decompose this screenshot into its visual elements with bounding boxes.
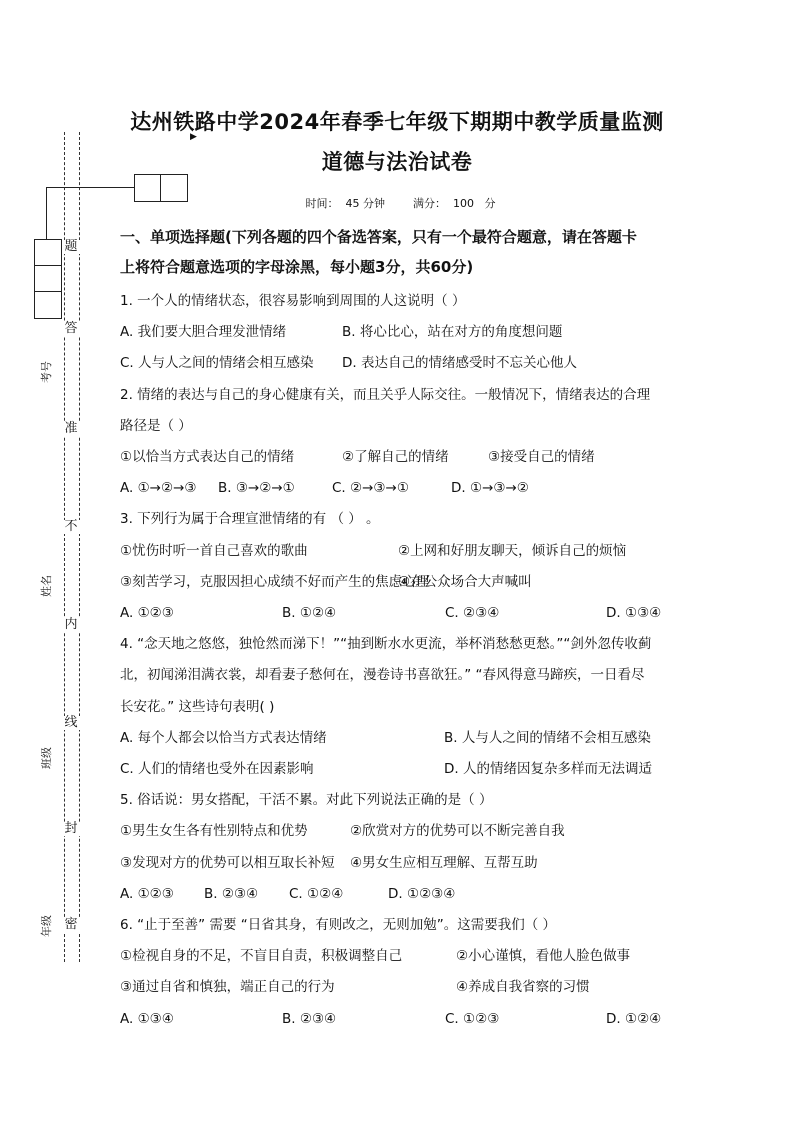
- answer-option: C. ②→③→①: [332, 480, 409, 497]
- answer-option: D. ①③④: [606, 605, 662, 621]
- statement-item: ④男女生应相互理解、互帮互助: [350, 854, 538, 871]
- binding-char: 不: [62, 520, 80, 534]
- question-stem: 5. 俗话说：男女搭配，干活不累。对此下列说法正确的是（ ）: [120, 792, 493, 809]
- answer-option: D. ①②③④: [388, 885, 456, 902]
- answer-option: A. ①③④: [120, 1010, 174, 1027]
- score-label: 满分： 100 分: [413, 197, 496, 210]
- binding-arrow: ▶: [190, 132, 197, 142]
- answer-option: B. ②③④: [204, 885, 259, 902]
- answer-option: A. ①②③: [120, 605, 174, 621]
- answer-option: D. ①→③→②: [451, 480, 529, 497]
- binding-char: 封: [62, 822, 80, 836]
- statement-item: ②上网和好朋友聊天，倾诉自己的烦恼: [398, 542, 627, 559]
- question-stem: 北，初闻涕泪满衣裳，却看妻子愁何在，漫卷诗书喜欲狂。” “春风得意马蹄疾，一日看尽: [120, 667, 645, 684]
- statement-item: ③通过自省和慎独，端正自己的行为: [120, 979, 335, 996]
- binding-field-label: 班级: [40, 747, 53, 769]
- statement-item: ①检视自身的不足，不盲目自责，积极调整自己: [120, 948, 403, 965]
- binding-char: 密: [62, 918, 80, 932]
- answer-option: D. ①②④: [606, 1010, 662, 1027]
- answer-option: C. 人与人之间的情绪会相互感染: [120, 355, 314, 372]
- question-stem: 4. “念天地之悠悠，独怆然而涕下！”“抽到断水水更流，举杯消愁愁更愁。”“剑外忽传收蓟: [120, 636, 652, 653]
- question-stem: 2. 情绪的表达与自己的身心健康有关，而且关乎人际交往。一般情况下，情绪表达的合理: [120, 386, 651, 403]
- question-stem: 1. 一个人的情绪状态，很容易影响到周围的人这说明（ ）: [120, 293, 466, 309]
- binding-field-label: 姓名: [40, 575, 53, 597]
- binding-char: 题: [62, 240, 80, 254]
- section-heading-line-1: 一、单项选择题(下列各题的四个备选答案，只有一个最符合题意，请在答题卡: [120, 228, 637, 246]
- binding-dashed-line-left: [64, 132, 65, 962]
- binding-char: 线: [62, 716, 80, 730]
- binding-char: 答: [62, 322, 80, 336]
- statement-item: ③接受自己的情绪: [488, 449, 595, 465]
- question-stem: 长安花。” 这些诗句表明( ): [120, 698, 275, 715]
- exam-subtitle: 道德与法治试卷: [321, 150, 473, 174]
- answer-option: C. 人们的情绪也受外在因素影响: [120, 761, 314, 777]
- answer-option: C. ②③④: [445, 605, 500, 621]
- binding-char: 内: [62, 618, 80, 632]
- answer-option: B. 将心比心，站在对方的角度想问题: [342, 324, 563, 341]
- answer-option: D. 人的情绪因复杂多样而无法调适: [444, 761, 652, 777]
- answer-option: A. 每个人都会以恰当方式表达情绪: [120, 729, 327, 746]
- statement-item: ③刻苦学习，克服因担心成绩不好而产生的焦虑心理: [120, 573, 430, 590]
- answer-option: B. 人与人之间的情绪不会相互感染: [444, 729, 651, 746]
- answer-option: B. ③→②→①: [218, 480, 295, 497]
- answer-option: A. ①②③: [120, 885, 174, 902]
- statement-item: ④在公众场合大声喊叫: [398, 573, 532, 590]
- binding-dashed-line-right: [79, 132, 80, 962]
- section-heading-line-2: 上将符合题意选项的字母涂黑，每小题3分，共60分): [120, 258, 474, 276]
- question-stem: 3. 下列行为属于合理宣泄情绪的有 （ ） 。: [120, 511, 380, 528]
- answer-option: C. ①②④: [289, 885, 344, 902]
- time-label: 时间： 45 分钟: [305, 197, 385, 210]
- section-heading: [120, 222, 690, 282]
- grade-box-1: [34, 239, 62, 267]
- answer-option: B. ①②④: [282, 605, 337, 621]
- statement-item: ③发现对方的优势可以相互取长补短: [120, 854, 335, 871]
- grade-box-3: [34, 291, 62, 319]
- binding-char: 准: [62, 422, 80, 436]
- exam-meta: [0, 182, 794, 211]
- statement-item: ②了解自己的情绪: [342, 449, 449, 465]
- statement-item: ②小心谨慎，看他人脸色做事: [456, 948, 631, 965]
- binding-field-label: 年级: [40, 915, 53, 937]
- grade-box-2: [34, 265, 62, 293]
- answer-option: C. ①②③: [445, 1010, 500, 1027]
- statement-item: ①男生女生各有性别特点和优势: [120, 823, 308, 840]
- question-stem: 6. “止于至善” 需要 “日省其身，有则改之，无则加勉”。这需要我们（ ）: [120, 917, 557, 933]
- answer-option: B. ②③④: [282, 1010, 337, 1027]
- statement-item: ④养成自我省察的习惯: [456, 979, 590, 996]
- answer-option: A. 我们要大胆合理发泄情绪: [120, 324, 287, 341]
- answer-option: D. 表达自己的情绪感受时不忘关心他人: [342, 355, 577, 372]
- question-stem: 路径是（ ）: [120, 417, 192, 434]
- exam-title: 达州铁路中学2024年春季七年级下期期中教学质量监测: [130, 110, 664, 134]
- statement-item: ①以恰当方式表达自己的情绪: [120, 449, 295, 465]
- statement-item: ②欣赏对方的优势可以不断完善自我: [350, 823, 565, 840]
- binding-field-label: 考号: [40, 361, 53, 383]
- answer-option: A. ①→②→③: [120, 480, 197, 497]
- statement-item: ①忧伤时听一首自己喜欢的歌曲: [120, 542, 308, 559]
